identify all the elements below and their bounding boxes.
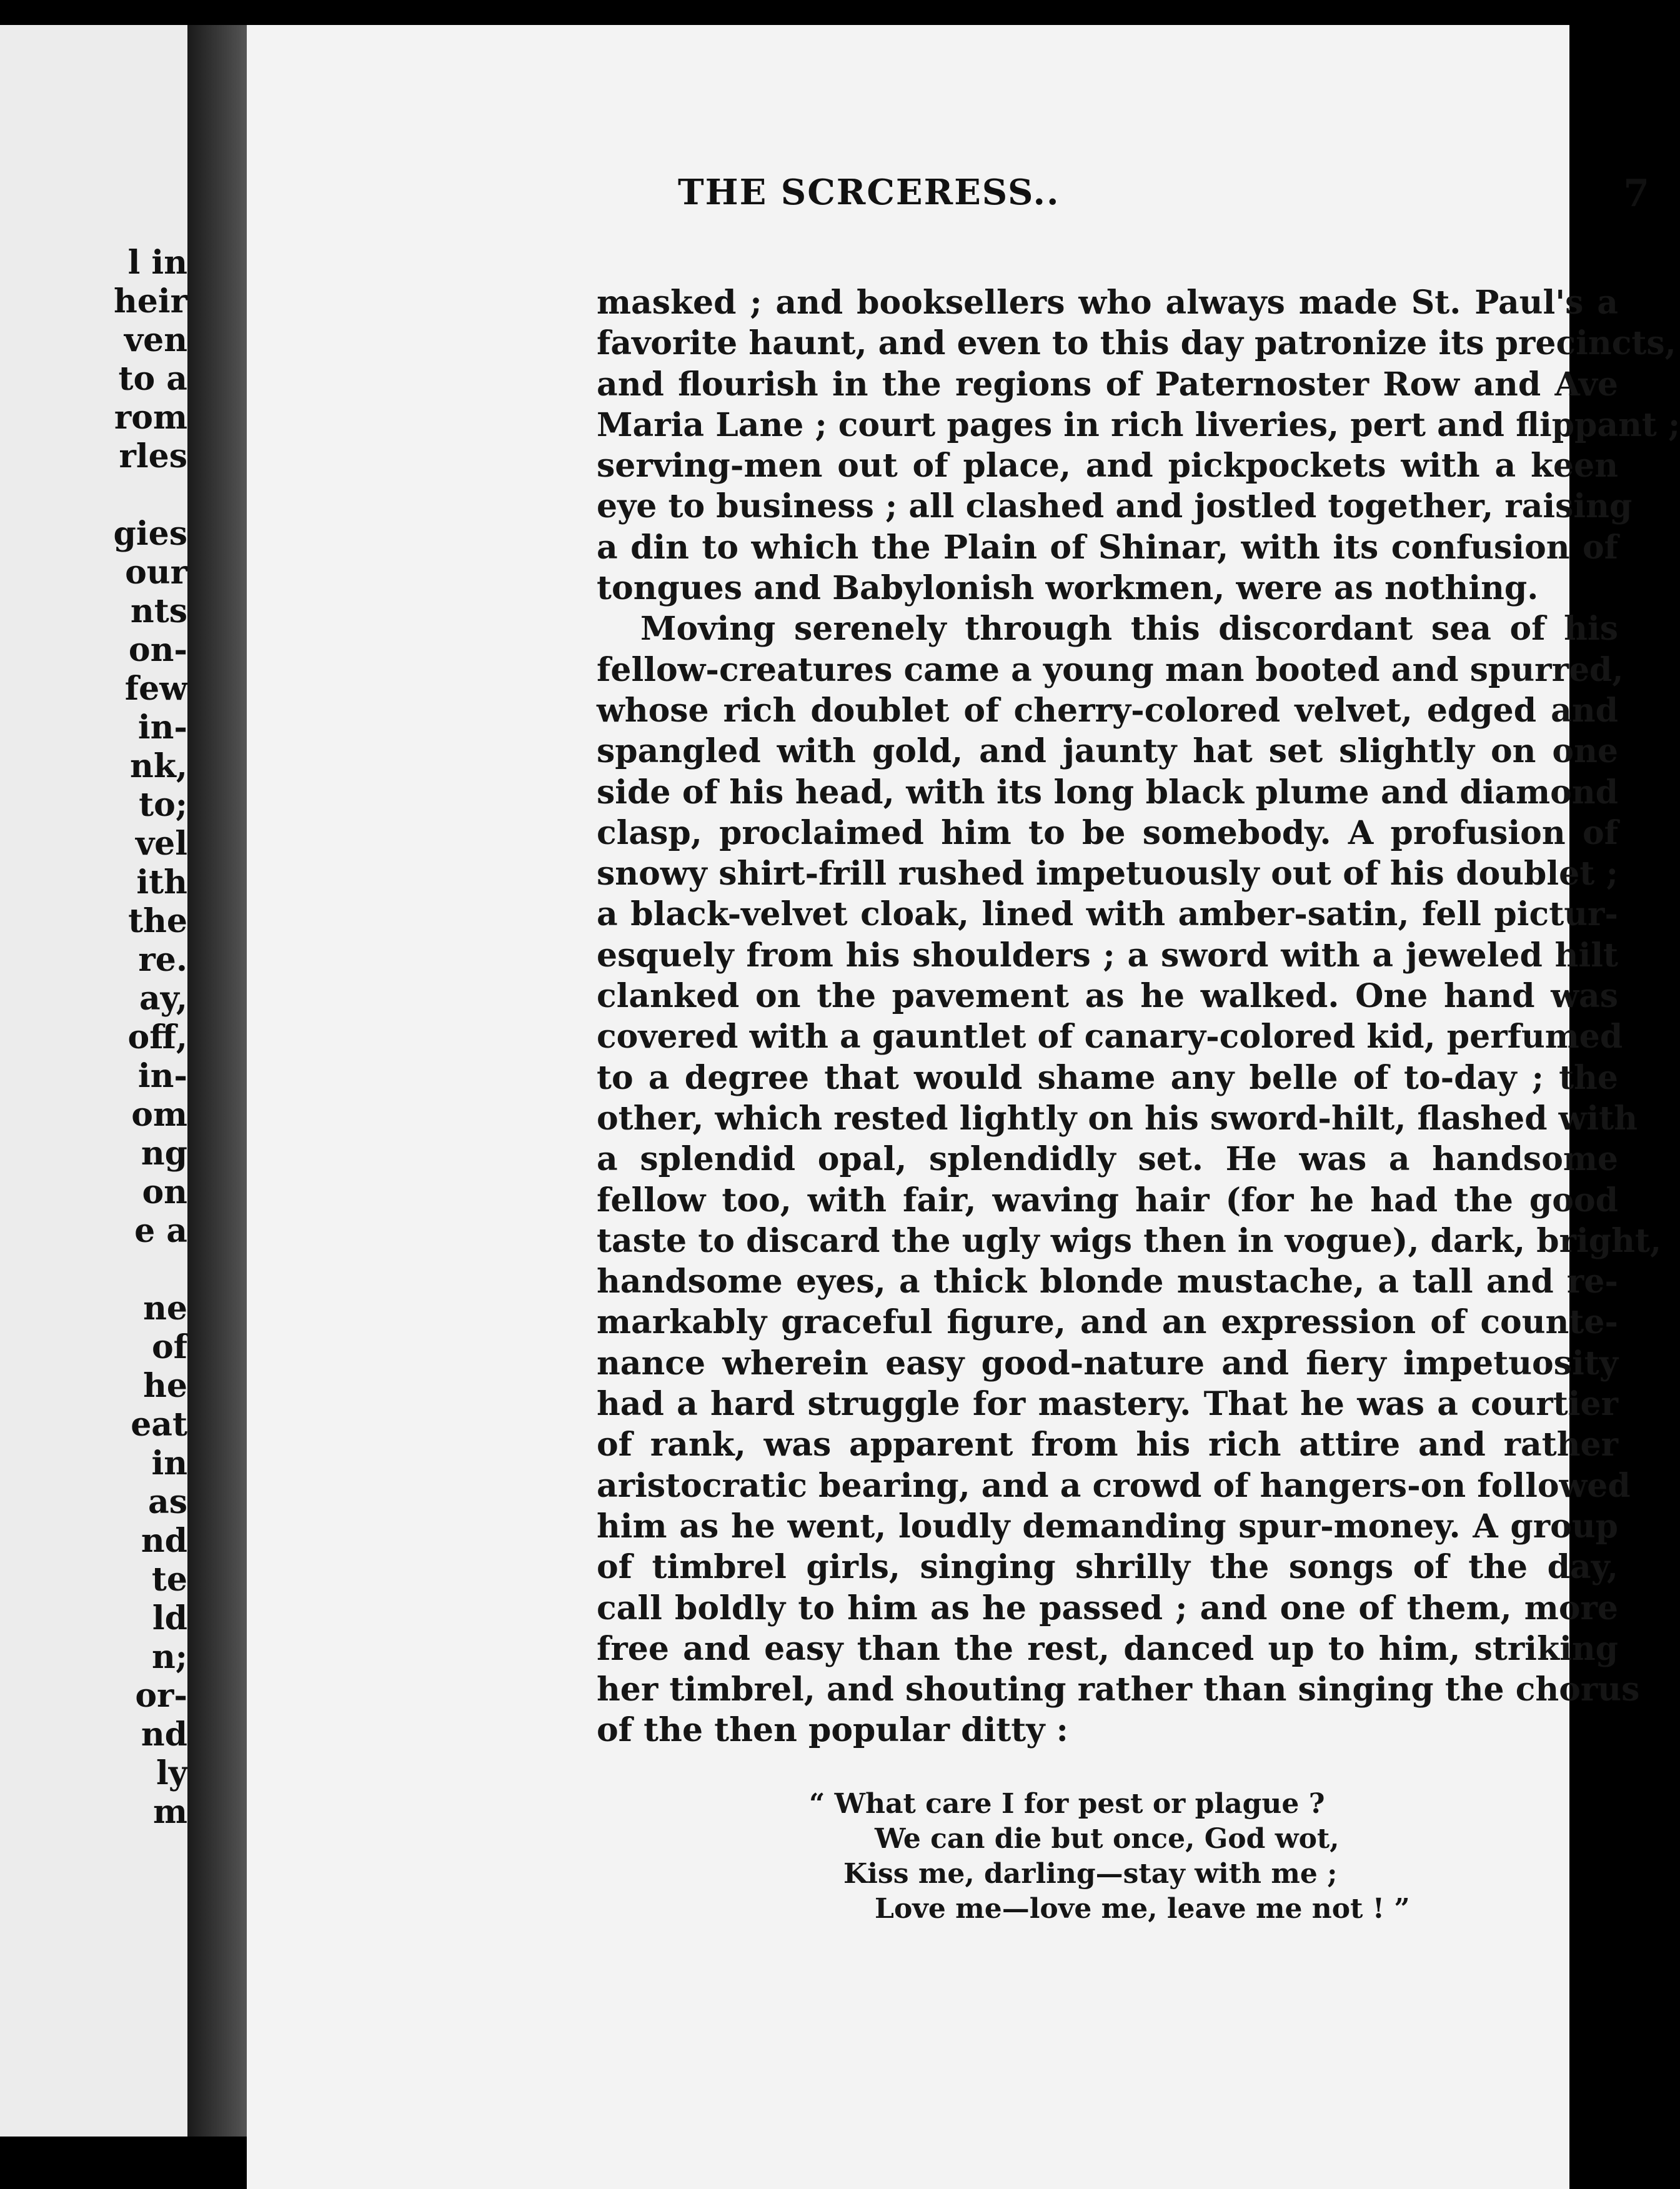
- body-line: a black-velvet cloak, lined with amber-satin, fell pictur-: [597, 895, 1618, 934]
- body-line: taste to discard the ugly wigs then in vogue), dark, bright,: [597, 1221, 1662, 1260]
- left-page-fragment: ld: [152, 1599, 187, 1637]
- left-page-fragment: off,: [127, 1018, 187, 1056]
- left-page-fragment: e a: [134, 1212, 187, 1250]
- left-page-fragment: nd: [141, 1522, 187, 1560]
- left-page-text-fragments: [112, 244, 187, 1832]
- verse-line: Love me—love me, leave me not ! ”: [875, 1893, 1410, 1925]
- left-page-fragment: ven: [124, 321, 187, 359]
- verse-line: “ What care I for pest or plague ?: [809, 1788, 1325, 1820]
- body-line: serving-men out of place, and pickpockets with a keen: [597, 447, 1618, 485]
- body-text: [597, 282, 1680, 1751]
- body-line: tongues and Babylonish workmen, were as nothing.: [597, 569, 1539, 608]
- page-number: 7: [1623, 172, 1649, 216]
- left-page-fragment: or-: [135, 1677, 187, 1715]
- book-gutter: [187, 25, 247, 2137]
- left-page-fragment: in-: [137, 708, 187, 747]
- running-title: THE SCRCERESS..: [678, 172, 1060, 213]
- body-line: clanked on the pavement as he walked. One hand was: [597, 977, 1618, 1016]
- body-line: whose rich doublet of cherry-colored velvet, edged and: [597, 691, 1618, 730]
- left-page-fragment: ay,: [139, 980, 187, 1018]
- body-line: other, which rested lightly on his sword-hilt, flashed with: [597, 1099, 1638, 1138]
- left-page-fragment: our: [125, 553, 187, 592]
- body-line: clasp, proclaimed him to be somebody. A profusion of: [597, 813, 1618, 852]
- left-page-fragment: rom: [114, 399, 187, 437]
- left-page-fragment: heir: [113, 282, 187, 320]
- left-page-fragment: [112, 1251, 187, 1289]
- body-line: to a degree that would shame any belle of to-day ; the: [597, 1058, 1618, 1097]
- left-page-fragment: [112, 476, 187, 515]
- left-page-fragment: on-: [128, 631, 187, 669]
- left-page-fragment: te: [151, 1561, 187, 1599]
- body-line: eye to business ; all clashed and jostled together, raising: [597, 487, 1633, 526]
- left-page-fragment: om: [131, 1096, 187, 1134]
- body-line: call boldly to him as he passed ; and one of them, more: [597, 1589, 1618, 1627]
- left-page-fragment: ly: [156, 1754, 187, 1792]
- body-line: fellow too, with fair, waving hair (for he had the good: [597, 1181, 1618, 1219]
- left-page-fragment: nk,: [130, 747, 187, 785]
- left-page-fragment: nts: [130, 592, 187, 630]
- body-line: side of his head, with its long black plume and diamond: [597, 773, 1618, 812]
- left-page-fragment: of: [151, 1328, 187, 1366]
- left-page-fragment: nd: [141, 1715, 187, 1754]
- page-header: [678, 172, 1649, 228]
- left-page-fragment: vel: [135, 825, 187, 863]
- left-page-fragment: m: [152, 1793, 187, 1831]
- body-line: fellow-creatures came a young man booted and spurred,: [597, 650, 1624, 689]
- left-page-fragment: to;: [139, 786, 187, 824]
- body-line: Moving serenely through this discordant sea of his: [640, 610, 1618, 648]
- verse-line: Kiss me, darling—stay with me ;: [843, 1858, 1338, 1890]
- right-page: [247, 25, 1680, 2189]
- left-page-fragment: ng: [141, 1134, 187, 1173]
- left-page-fragment: rles: [119, 437, 187, 475]
- body-line: nance wherein easy good-nature and fiery impetuosity: [597, 1344, 1618, 1382]
- body-line: a splendid opal, splendidly set. He was a handsome: [597, 1140, 1618, 1179]
- left-page-fragment: few: [124, 670, 187, 708]
- body-line: markably graceful figure, and an expression of counte-: [597, 1303, 1618, 1342]
- left-page-fragment: as: [148, 1483, 187, 1521]
- body-line: masked ; and booksellers who always made St. Paul's a: [597, 284, 1618, 322]
- left-page-fragment: l in: [127, 244, 187, 282]
- body-line: esquely from his shoulders ; a sword with a jeweled hilt: [597, 936, 1618, 975]
- left-page-fragment: n;: [151, 1638, 187, 1676]
- left-page-fragment: gies: [113, 515, 187, 553]
- body-line: of timbrel girls, singing shrilly the songs of the day,: [597, 1548, 1618, 1587]
- body-line: snowy shirt-frill rushed impetuously out of his doublet ;: [597, 855, 1618, 893]
- body-line: covered with a gauntlet of canary-colored kid, perfumed: [597, 1018, 1623, 1056]
- body-line: aristocratic bearing, and a crowd of hangers-on followed: [597, 1466, 1631, 1505]
- body-line: a din to which the Plain of Shinar, with its confusion of: [597, 528, 1618, 567]
- left-page-fragment: to a: [118, 360, 187, 398]
- left-page-fragment: the: [128, 902, 187, 940]
- left-page-fragment: he: [143, 1367, 187, 1405]
- body-line: Maria Lane ; court pages in rich liveries, pert and flippant ;: [597, 405, 1680, 444]
- verse-block: [809, 1787, 1434, 1927]
- left-page-fragment: ne: [143, 1289, 187, 1328]
- body-line: of the then popular ditty :: [597, 1711, 1068, 1750]
- left-page-fragment: eat: [131, 1406, 187, 1444]
- body-line: and flourish in the regions of Paternoster Row and Ave: [597, 365, 1618, 404]
- left-page-fragment: on: [142, 1173, 187, 1211]
- body-line: her timbrel, and shouting rather than singing the chorus: [597, 1670, 1640, 1709]
- verse-line: We can die but once, God wot,: [875, 1823, 1340, 1855]
- left-page-fragment: ith: [136, 863, 187, 901]
- left-page-fragment: re.: [138, 941, 187, 979]
- left-page: [0, 25, 187, 2137]
- left-page-fragment: in-: [137, 1057, 187, 1095]
- left-page-fragment: in: [151, 1444, 187, 1482]
- body-line: handsome eyes, a thick blonde mustache, a tall and re-: [597, 1263, 1618, 1301]
- body-line: of rank, was apparent from his rich attire and rather: [597, 1426, 1618, 1464]
- body-line: had a hard struggle for mastery. That he was a courtier: [597, 1385, 1618, 1424]
- body-line: favorite haunt, and even to this day patronize its precincts,: [597, 324, 1676, 363]
- body-line: spangled with gold, and jaunty hat set slightly on one: [597, 732, 1618, 771]
- body-line: free and easy than the rest, danced up to him, striking: [597, 1629, 1618, 1668]
- body-line: him as he went, loudly demanding spur-money. A group: [597, 1507, 1618, 1546]
